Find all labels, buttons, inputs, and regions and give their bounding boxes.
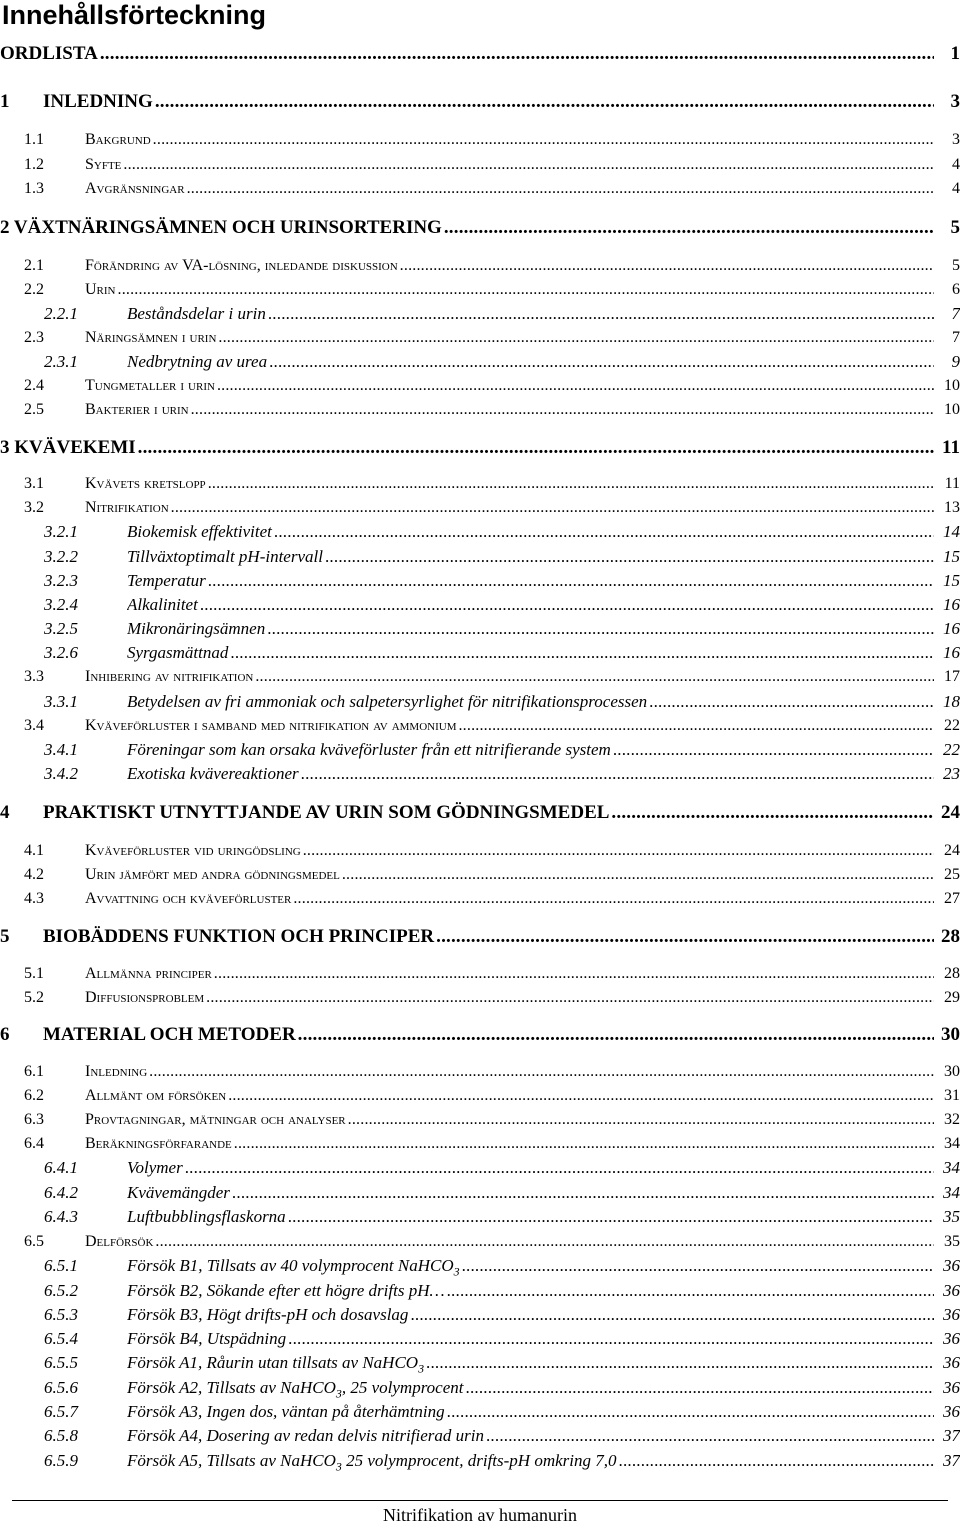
toc-entry-title: PRAKTISKT UTNYTTJANDE AV URIN SOM GÖDNINGSMEDEL xyxy=(43,802,610,823)
toc-entry-number: 6.5.9 xyxy=(44,1451,78,1470)
toc-entry-number: 3.3 xyxy=(24,668,44,685)
toc-entry[interactable] xyxy=(0,801,960,825)
toc-entry[interactable] xyxy=(0,1084,960,1108)
toc-entry[interactable] xyxy=(0,641,960,665)
toc-entry-number: 6.5 xyxy=(24,1233,44,1250)
toc-entry-title: Urin xyxy=(85,281,116,298)
dot-leader xyxy=(208,472,934,496)
toc-entry[interactable] xyxy=(0,216,960,240)
toc-entry-title: Luftbubblingsflaskorna xyxy=(127,1207,286,1226)
dot-leader xyxy=(342,863,934,887)
toc-entry-title: Kväveförluster i samband med nitrifikation av ammonium xyxy=(85,717,457,734)
toc-entry[interactable] xyxy=(0,1376,960,1400)
toc-entry-number: 6.3 xyxy=(24,1111,44,1128)
toc-entry-number: 1 xyxy=(0,91,10,112)
toc-entry-title: Försök A5, Tillsats av NaHCO$_3$ 25 volymprocent, drifts-pH omkring 7,0 xyxy=(127,1451,617,1473)
toc-entry-page: 36 xyxy=(943,1329,960,1348)
dot-leader xyxy=(123,153,934,177)
toc-entry-page: 32 xyxy=(944,1111,960,1128)
dot-leader xyxy=(187,177,934,201)
toc-entry-title: Betydelsen av fri ammoniak och salpetersyrlighet för nitrifikationsprocessen xyxy=(127,692,648,711)
toc-entry-number: 2.2 xyxy=(24,281,44,298)
toc-entry-title: Delförsök xyxy=(85,1233,154,1250)
toc-entry-page: 34 xyxy=(943,1183,960,1202)
toc-entry-page: 16 xyxy=(943,619,960,638)
toc-entry-number: 3.2.6 xyxy=(44,643,78,662)
dot-leader xyxy=(214,962,934,986)
toc-entry-number: 6.4.2 xyxy=(44,1183,78,1202)
toc-entry-page: 37 xyxy=(943,1451,960,1470)
toc-entry[interactable] xyxy=(0,1303,960,1327)
toc-entry-title: Urin jämfört med andra gödningsmedel xyxy=(85,866,340,883)
dot-leader xyxy=(255,665,934,689)
toc-entry-title: Syfte xyxy=(85,156,122,173)
dot-leader xyxy=(274,520,934,544)
toc-entry[interactable] xyxy=(0,472,960,496)
dot-leader xyxy=(426,1351,934,1375)
toc-entry-page: 14 xyxy=(943,522,960,541)
toc-entry-title: Förändring av VA-lösning, inledande diskussion xyxy=(85,257,398,274)
toc-entry-page: 3 xyxy=(950,91,960,112)
toc-entry-page: 15 xyxy=(943,547,960,566)
toc-entry[interactable] xyxy=(0,863,960,887)
page-footer: Nitrifikation av humanurin xyxy=(383,1505,577,1525)
dot-leader xyxy=(649,690,934,714)
toc-entry-title: Inhibering av nitrifikation xyxy=(85,668,254,685)
toc-entry[interactable] xyxy=(0,1351,960,1375)
toc-entry-page: 17 xyxy=(944,668,960,685)
toc-entry-title: Kväveförluster vid uringödsling xyxy=(85,842,301,859)
toc-entry-number: 6.4.3 xyxy=(44,1207,78,1226)
toc-entry-number: 6.2 xyxy=(24,1087,44,1104)
dot-leader xyxy=(171,496,934,520)
toc-entry-title: Exotiska kvävereaktioner xyxy=(127,764,299,783)
toc-entry-page: 10 xyxy=(944,401,960,418)
toc-entry-number: 3.2.4 xyxy=(44,595,78,614)
toc-entry-page: 36 xyxy=(943,1256,960,1275)
toc-entry-title: Alkalinitet xyxy=(127,595,198,614)
toc-entry-page: 11 xyxy=(944,475,960,492)
toc-entry[interactable] xyxy=(0,1156,960,1180)
toc-entry-number: 2.2.1 xyxy=(44,304,78,323)
dot-leader xyxy=(208,569,934,593)
toc-entry-title: MATERIAL OCH METODER xyxy=(43,1024,296,1045)
toc-entry[interactable] xyxy=(0,302,960,326)
dot-leader xyxy=(458,714,934,738)
toc-entry-number: 3.4 xyxy=(24,717,44,734)
toc-entry-title: 2 VÄXTNÄRINGSÄMNEN OCH URINSORTERING xyxy=(0,217,442,238)
toc-entry-page: 1 xyxy=(950,43,960,64)
dot-leader xyxy=(269,350,934,374)
toc-entry-page: 3 xyxy=(952,131,960,148)
toc-entry-page: 15 xyxy=(943,571,960,590)
toc-entry-page: 4 xyxy=(952,156,960,173)
dot-leader xyxy=(100,42,934,66)
toc-entry-number: 6 xyxy=(0,1024,10,1045)
toc-entry[interactable] xyxy=(0,738,960,762)
toc-entry-title: Försök A3, Ingen dos, väntan på återhämtning xyxy=(127,1402,445,1421)
dot-leader xyxy=(303,839,934,863)
page-title: Innehållsförteckning xyxy=(2,0,267,30)
toc-entry-title: Volymer xyxy=(127,1158,183,1177)
toc-entry[interactable] xyxy=(0,545,960,569)
toc-entry[interactable] xyxy=(0,1205,960,1229)
toc-entry[interactable] xyxy=(0,925,960,949)
dot-leader xyxy=(138,436,934,460)
dot-leader xyxy=(611,801,934,825)
toc-entry-title: Kvävets kretslopp xyxy=(85,475,206,492)
toc-entry-page: 25 xyxy=(944,866,960,883)
dot-leader xyxy=(348,1108,934,1132)
subscript: 3 xyxy=(453,1264,460,1278)
toc-entry[interactable] xyxy=(0,374,960,398)
toc-entry[interactable] xyxy=(0,986,960,1010)
toc-entry-number: 5.2 xyxy=(24,989,44,1006)
toc-entry-page: 36 xyxy=(943,1281,960,1300)
toc-entry-page: 28 xyxy=(941,926,960,947)
toc-entry-number: 2.5 xyxy=(24,401,44,418)
toc-entry-page: 24 xyxy=(944,842,960,859)
toc-entry[interactable] xyxy=(0,42,960,66)
toc-entry[interactable] xyxy=(0,962,960,986)
toc-entry-number: 5.1 xyxy=(24,965,44,982)
toc-entry-number: 3.2.1 xyxy=(44,522,78,541)
dot-leader xyxy=(447,1279,934,1303)
dot-leader xyxy=(118,278,935,302)
toc-entry-title: Biokemisk effektivitet xyxy=(127,522,272,541)
dot-leader xyxy=(436,925,934,949)
toc-entry[interactable] xyxy=(0,1023,960,1047)
dot-leader xyxy=(268,302,934,326)
toc-entry-page: 34 xyxy=(944,1135,960,1152)
toc-entry-number: 1.1 xyxy=(24,131,44,148)
toc-entry-title: BIOBÄDDENS FUNKTION OCH PRINCIPER xyxy=(43,926,435,947)
toc-entry-title: Försök B1, Tillsats av 40 volymprocent NaHCO$_3$ xyxy=(127,1256,460,1278)
toc-entry[interactable] xyxy=(0,1449,960,1473)
dot-leader xyxy=(267,617,934,641)
toc-entry-page: 24 xyxy=(941,802,960,823)
dot-leader xyxy=(410,1303,934,1327)
toc-entry-number: 3.2.2 xyxy=(44,547,78,566)
subscript: 3 xyxy=(335,1386,342,1400)
toc-entry[interactable] xyxy=(0,1132,960,1156)
toc-entry-page: 10 xyxy=(944,377,960,394)
toc-entry-number: 6.1 xyxy=(24,1063,44,1080)
toc-entry-title: Beräkningsförfarande xyxy=(85,1135,232,1152)
toc-entry-page: 30 xyxy=(944,1063,960,1080)
toc-entry-title: Försök B2, Sökande efter ett högre drifts pH… xyxy=(127,1281,445,1300)
toc-entry-number: 6.4 xyxy=(24,1135,44,1152)
toc-entry[interactable] xyxy=(0,839,960,863)
toc-entry[interactable] xyxy=(0,617,960,641)
toc-entry[interactable] xyxy=(0,1327,960,1351)
toc-entry-title: Försök B3, Högt drifts-pH och dosavslag xyxy=(127,1305,409,1324)
subscript: 3 xyxy=(335,1459,342,1473)
toc-entry-title: Försök A4, Dosering av redan delvis nitrifierad urin xyxy=(127,1426,484,1445)
toc-entry-number: 6.5.8 xyxy=(44,1426,78,1445)
toc-entry[interactable] xyxy=(0,496,960,520)
toc-entry[interactable] xyxy=(0,1424,960,1448)
dot-leader xyxy=(288,1205,934,1229)
toc-entry-title: Försök A1, Råurin utan tillsats av NaHCO$_3$ xyxy=(127,1353,425,1375)
toc-entry-number: 6.5.6 xyxy=(44,1378,78,1397)
toc-entry-page: 35 xyxy=(943,1207,960,1226)
toc-entry[interactable] xyxy=(0,665,960,689)
toc-entry[interactable] xyxy=(0,1181,960,1205)
toc-entry-page: 5 xyxy=(952,257,960,274)
toc-entry-page: 36 xyxy=(943,1353,960,1372)
toc-entry[interactable] xyxy=(0,1108,960,1132)
toc-entry[interactable] xyxy=(0,398,960,422)
toc-entry[interactable] xyxy=(0,1254,960,1278)
toc-entry[interactable] xyxy=(0,350,960,374)
toc-entry[interactable] xyxy=(0,762,960,786)
dot-leader xyxy=(230,641,934,665)
dot-leader xyxy=(613,738,934,762)
toc-entry-title: Näringsämnen i urin xyxy=(85,329,217,346)
toc-entry-title: Mikronäringsämnen xyxy=(127,619,266,638)
toc-entry-page: 36 xyxy=(943,1305,960,1324)
dot-leader xyxy=(301,762,934,786)
dot-leader xyxy=(155,1230,934,1254)
toc-entry-page: 35 xyxy=(944,1233,960,1250)
toc-entry-title: Försök B4, Utspädning xyxy=(127,1329,287,1348)
toc-entry-number: 4.2 xyxy=(24,866,44,883)
toc-entry-page: 7 xyxy=(952,329,960,346)
dot-leader xyxy=(298,1023,934,1047)
toc-entry-page: 13 xyxy=(944,499,960,516)
toc-entry-number: 3.4.2 xyxy=(44,764,78,783)
dot-leader xyxy=(217,374,934,398)
toc-entry-number: 5 xyxy=(0,926,10,947)
toc-entry-page: 28 xyxy=(944,965,960,982)
toc-entry-number: 6.4.1 xyxy=(44,1158,78,1177)
toc-entry-number: 6.5.2 xyxy=(44,1281,78,1300)
toc-entry-page: 5 xyxy=(950,217,960,238)
toc-entry-page: 22 xyxy=(944,717,960,734)
toc-entry-number: 2.3.1 xyxy=(44,352,78,371)
toc-entry-title: Provtagningar, mätningar och analyser xyxy=(85,1111,346,1128)
toc-entry-number: 1.3 xyxy=(24,180,44,197)
toc-entry[interactable] xyxy=(0,90,960,114)
dot-leader xyxy=(462,1254,934,1278)
toc-entry-number: 6.5.3 xyxy=(44,1305,78,1324)
toc-entry-number: 3.2 xyxy=(24,499,44,516)
toc-entry[interactable] xyxy=(0,278,960,302)
toc-entry[interactable] xyxy=(0,153,960,177)
toc-entry-number: 3.2.3 xyxy=(44,571,78,590)
toc-entry-page: 36 xyxy=(943,1378,960,1397)
toc-entry-title: INLEDNING xyxy=(43,91,153,112)
toc-entry-number: 1.2 xyxy=(24,156,44,173)
footer-rule xyxy=(12,1500,948,1501)
toc-entry-title: Bakterier i urin xyxy=(85,401,189,418)
toc-entry-page: 31 xyxy=(944,1087,960,1104)
toc-entry-title: Nedbrytning av urea xyxy=(127,352,268,371)
dot-leader xyxy=(155,90,934,114)
toc-entry-page: 37 xyxy=(943,1426,960,1445)
toc-entry-title: Försök A2, Tillsats av NaHCO$_3$, 25 volymprocent xyxy=(127,1378,464,1400)
dot-leader xyxy=(288,1327,934,1351)
dot-leader xyxy=(234,1132,934,1156)
toc-entry-number: 2.4 xyxy=(24,377,44,394)
dot-leader xyxy=(400,254,934,278)
toc-entry-title: Temperatur xyxy=(127,571,206,590)
toc-entry-number: 3.4.1 xyxy=(44,740,78,759)
toc-entry-page: 6 xyxy=(952,281,960,298)
dot-leader xyxy=(185,1156,934,1180)
toc-entry-page: 16 xyxy=(943,643,960,662)
subscript: 3 xyxy=(418,1361,425,1375)
toc-entry[interactable] xyxy=(0,690,960,714)
dot-leader xyxy=(293,887,934,911)
toc-entry-number: 3.1 xyxy=(24,475,44,492)
toc-entry-title: Allmänna principer xyxy=(85,965,212,982)
toc-entry-title: 3 KVÄVEKEMI xyxy=(0,437,136,458)
toc-entry-page: 18 xyxy=(943,692,960,711)
toc-entry-page: 11 xyxy=(942,437,960,458)
toc-entry[interactable] xyxy=(0,593,960,617)
toc-entry-title: Diffusionsproblem xyxy=(85,989,205,1006)
toc-entry-title: Föreningar som kan orsaka kväveförluster från ett nitrifierande system xyxy=(127,740,611,759)
toc-entry-page: 4 xyxy=(952,180,960,197)
toc-entry-page: 9 xyxy=(951,352,960,371)
toc-entry[interactable] xyxy=(0,887,960,911)
toc-entry[interactable] xyxy=(0,569,960,593)
dot-leader xyxy=(325,545,934,569)
toc-entry[interactable] xyxy=(0,1400,960,1424)
toc-entry-page: 23 xyxy=(943,764,960,783)
toc-entry[interactable] xyxy=(0,1230,960,1254)
toc-entry-page: 7 xyxy=(951,304,960,323)
toc-entry-title: Bakgrund xyxy=(85,131,151,148)
dot-leader xyxy=(218,326,934,350)
toc-entry[interactable] xyxy=(0,714,960,738)
toc-entry-title: Syrgasmättnad xyxy=(127,643,229,662)
dot-leader xyxy=(444,216,934,240)
toc-entry-title: Avvattning och kväveförluster xyxy=(85,890,292,907)
dot-leader xyxy=(206,986,934,1010)
toc-entry-number: 4.3 xyxy=(24,890,44,907)
dot-leader xyxy=(232,1181,934,1205)
toc-entry-page: 36 xyxy=(943,1402,960,1421)
toc-entry-title: ORDLISTA xyxy=(0,43,98,64)
toc-entry-page: 27 xyxy=(944,890,960,907)
toc-entry-title: Tillväxtoptimalt pH-intervall xyxy=(127,547,323,566)
dot-leader xyxy=(486,1424,934,1448)
toc-entry[interactable] xyxy=(0,326,960,350)
toc-entry-page: 22 xyxy=(943,740,960,759)
dot-leader xyxy=(200,593,934,617)
dot-leader xyxy=(153,128,934,152)
dot-leader xyxy=(466,1376,935,1400)
toc-entry-page: 34 xyxy=(943,1158,960,1177)
toc-entry-number: 6.5.4 xyxy=(44,1329,78,1348)
dot-leader xyxy=(619,1449,935,1473)
toc-entry-page: 29 xyxy=(944,989,960,1006)
toc-entry[interactable] xyxy=(0,128,960,152)
toc-entry-number: 6.5.7 xyxy=(44,1402,78,1421)
toc-entry-title: Tungmetaller i urin xyxy=(85,377,215,394)
toc-entry-page: 30 xyxy=(941,1024,960,1045)
toc-entry-number: 2.1 xyxy=(24,257,44,274)
toc-entry-number: 3.2.5 xyxy=(44,619,78,638)
toc-entry-page: 16 xyxy=(943,595,960,614)
toc-entry[interactable] xyxy=(0,1060,960,1084)
toc-entry[interactable] xyxy=(0,520,960,544)
toc-entry-title: Avgränsningar xyxy=(85,180,185,197)
toc-entry-number: 4 xyxy=(0,802,10,823)
toc-entry-title: Inledning xyxy=(85,1063,148,1080)
toc-entry-number: 2.3 xyxy=(24,329,44,346)
dot-leader xyxy=(149,1060,934,1084)
dot-leader xyxy=(447,1400,934,1424)
toc-entry-title: Beståndsdelar i urin xyxy=(127,304,266,323)
toc-entry[interactable] xyxy=(0,177,960,201)
toc-entry-number: 6.5.5 xyxy=(44,1353,78,1372)
toc-entry-number: 3.3.1 xyxy=(44,692,78,711)
toc-entry[interactable] xyxy=(0,1279,960,1303)
toc-entry-number: 6.5.1 xyxy=(44,1256,78,1275)
toc-entry[interactable] xyxy=(0,436,960,460)
toc-entry-title: Allmänt om försöken xyxy=(85,1087,227,1104)
toc-entry-title: Nitrifikation xyxy=(85,499,169,516)
dot-leader xyxy=(191,398,934,422)
toc-entry-title: Kvävemängder xyxy=(127,1183,230,1202)
toc-entry[interactable] xyxy=(0,254,960,278)
dot-leader xyxy=(228,1084,934,1108)
toc-entry-number: 4.1 xyxy=(24,842,44,859)
